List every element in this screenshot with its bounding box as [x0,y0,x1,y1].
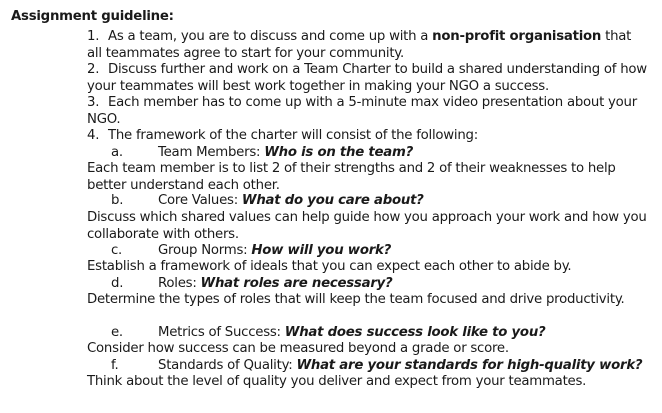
sub-item-letter-f: f. [111,358,119,373]
sub-title-label: Standards of Quality: [158,358,297,373]
sub-item-title-b [158,193,424,210]
item-text-post: that all teammates agree to start for your community. [87,29,632,61]
guideline-item-1 [87,29,647,62]
sub-title-question: Who is on the team? [264,145,414,160]
item-number: 4. [87,128,100,143]
sub-item-desc-d: Determine the types of roles that will keep the team focused and drive productivity. [87,292,625,307]
sub-title-label: Roles: [158,276,201,291]
item-text: Each member has to come up with a 5-minute max video presentation about your NGO. [87,95,637,127]
sub-item-desc-a: Each team member is to list 2 of their strengths and 2 of their weaknesses to help better understand each other. [87,161,616,193]
sub-title-question: What roles are necessary? [200,276,393,291]
sub-item-desc-e: Consider how success can be measured beyond a grade or score. [87,341,509,356]
sub-title-question: How will you work? [251,243,392,258]
item-text: Discuss further and work on a Team Charter to build a shared understanding of how your teammates will best work together in making your NGO a success. [87,62,647,94]
sub-item-title-e [158,325,546,342]
item-text: The framework of the charter will consist of the following: [108,128,478,143]
item-number: 3. [87,95,100,110]
document-heading: Assignment guideline: [11,9,174,24]
sub-item-desc-b: Discuss which shared values can help guide how you approach your work and how you collaborate with others. [87,210,647,242]
sub-item-title-d [158,276,393,293]
sub-item-title-a [158,145,413,162]
sub-title-label: Team Members: [158,145,265,160]
sub-title-question: What does success look like to you? [284,325,546,340]
sub-item-letter-c: c. [111,243,123,258]
sub-title-question: What do you care about? [241,193,424,208]
sub-item-letter-a: a. [111,145,123,160]
sub-item-title-f [158,358,642,375]
sub-title-label: Group Norms: [158,243,252,258]
sub-item-letter-e: e. [111,325,123,340]
sub-item-title-c [158,243,391,260]
sub-item-letter-b: b. [111,193,124,208]
guideline-item-4 [87,128,647,145]
guideline-item-2 [87,62,647,95]
item-text-bold: non-profit organisation [432,29,602,44]
sub-item-letter-d: d. [111,276,124,291]
sub-title-question: What are your standards for high-quality work? [296,358,643,373]
sub-title-label: Metrics of Success: [158,325,285,340]
item-number: 1. [87,29,100,44]
item-number: 2. [87,62,100,77]
sub-title-label: Core Values: [158,193,242,208]
item-text-pre: As a team, you are to discuss and come up with a [108,29,433,44]
sub-item-desc-c: Establish a framework of ideals that you can expect each other to abide by. [87,259,572,274]
guideline-item-3 [87,95,647,128]
sub-item-desc-f: Think about the level of quality you deliver and expect from your teammates. [87,374,587,389]
